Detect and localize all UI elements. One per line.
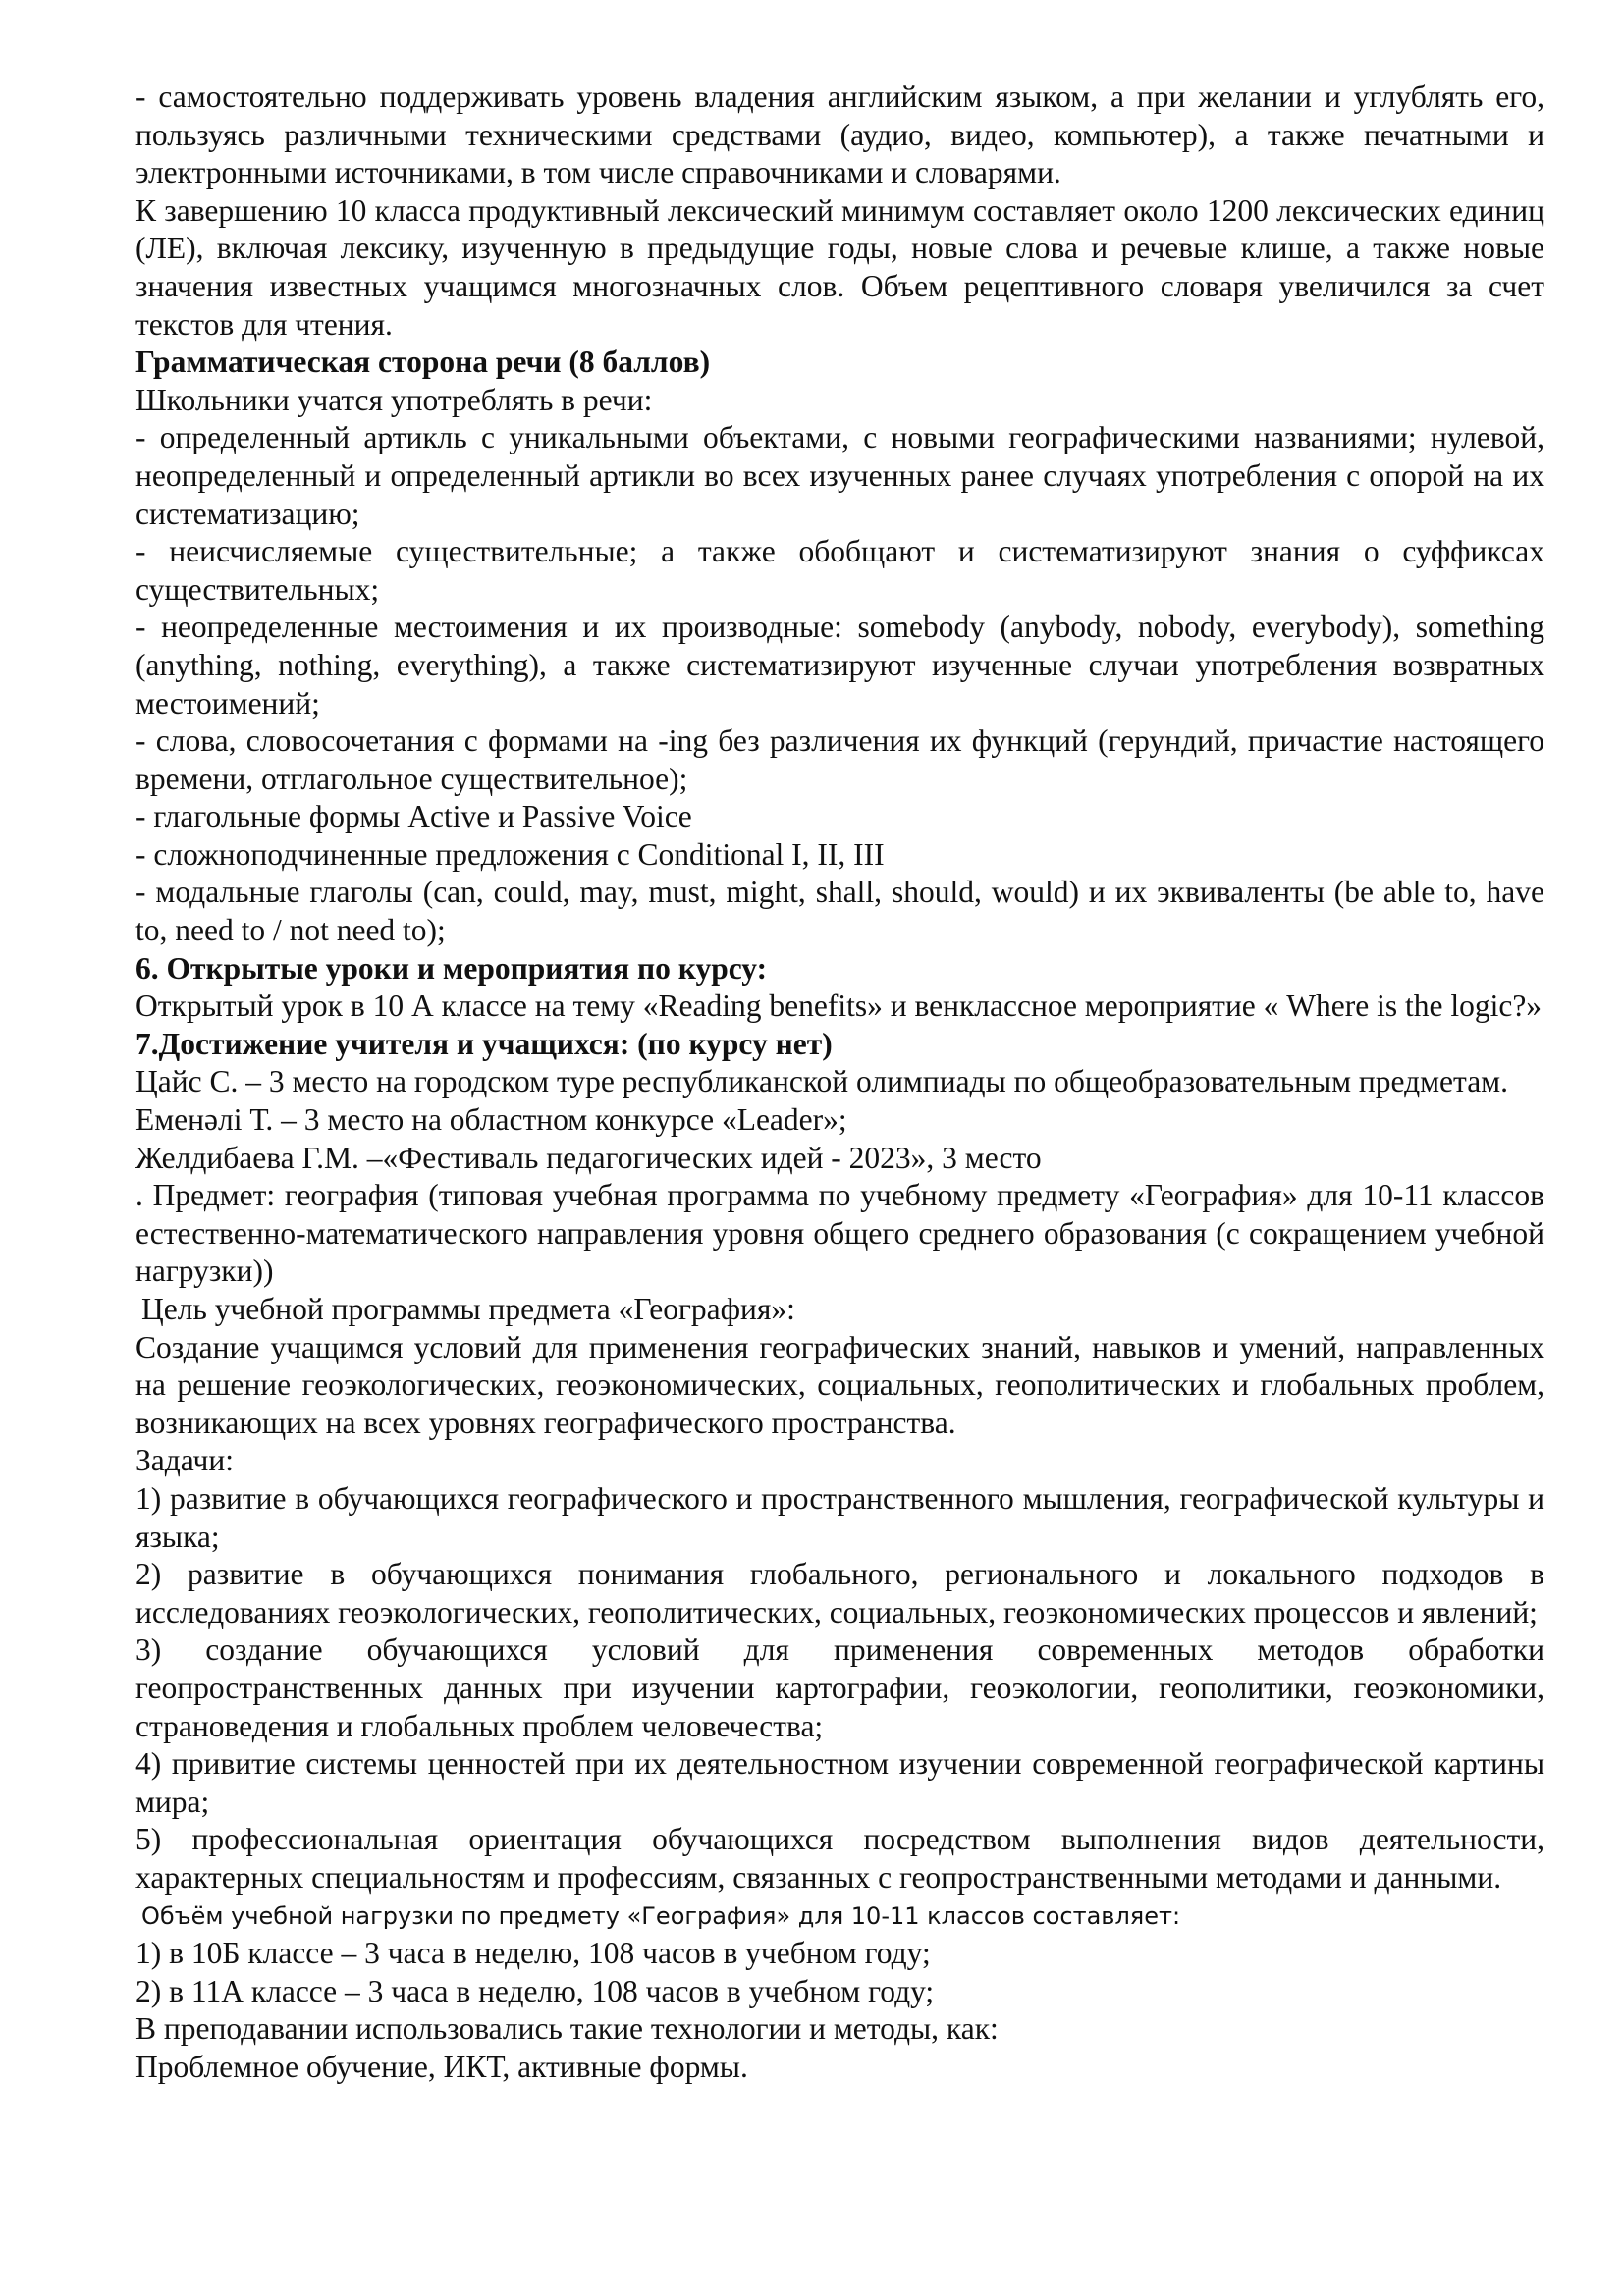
task-item-3: 3) создание обучающихся условий для применения современных методов обработки геопространственных данных при изучении картографии, геоэкологии, геополитики, геоэкономики, страноведения и глобальных проблем человечества; [135, 1632, 1544, 1743]
paragraph-tasks-label: Задачи: [135, 1443, 234, 1478]
paragraph-lexical-minimum: К завершению 10 класса продуктивный лексический минимум составляет около 1200 лексических единиц (ЛЕ), включая лексику, изученную в предыдущие годы, новые слова и речевые клише, а также новые значения известных учащимся многозначных слов. Объем рецептивного словаря увеличился за счет текстов для чтения. [135, 192, 1544, 342]
achievement-item: Цайс С. – 3 место на городском туре республиканской олимпиады по общеобразовательным предметам. [135, 1064, 1508, 1099]
heading-grammar: Грамматическая сторона речи (8 баллов) [135, 345, 711, 380]
task-item-2: 2) развитие в обучающихся понимания глобального, регионального и локального подходов в исследованиях геоэкологических, геополитических, социальных, геоэкономических процессов и явлений; [135, 1557, 1544, 1629]
paragraph-methods: Проблемное обучение, ИКТ, активные формы. [135, 2049, 748, 2084]
paragraph-workload: Объём учебной нагрузки по предмету «География» для 10-11 классов составляет: [141, 1901, 1181, 1930]
achievement-item: Еменәлі Т. – 3 место на областном конкурсе «Leader»; [135, 1102, 847, 1138]
paragraph-program-goal-label: Цель учебной программы предмета «География»: [141, 1292, 795, 1326]
heading-open-lessons: 6. Открытые уроки и мероприятия по курсу: [135, 950, 768, 986]
paragraph-open-lesson: Открытый урок в 10 А классе на тему «Reading benefits» и венклассное мероприятие « Where is the logic?» [135, 988, 1543, 1024]
list-item-modal-verbs: - модальные глаголы (can, could, may, must, might, shall, should, would) и их эквиваленты (be able to, have to, need to / not need to); [135, 875, 1544, 948]
list-item-articles: - определенный артикль с уникальными объектами, с новыми географическими названиями; нулевой, неопределенный и определенный артикли во всех изученных ранее случаях употребления с опорой на их систематизацию; [135, 420, 1544, 531]
list-item-uncountable-nouns: - неисчисляемые существительные; а также обобщают и систематизируют знания о суффиксах существительных; [135, 534, 1544, 607]
list-item-conditionals: - сложноподчиненные предложения с Conditional I, II, III [135, 836, 885, 872]
list-item-voice: - глагольные формы Active и Passive Voice [135, 799, 692, 834]
list-item-pronouns: - неопределенные местоимения и их производные: somebody (anybody, nobody, everybody), something (anything, nothing, everything), а также систематизируют изученные случаи употребления возвратных местоимений; [135, 610, 1544, 721]
paragraph-self-study: - самостоятельно поддерживать уровень владения английским языком, а при желании и углублять его, пользуясь различными техническими средствами (аудио, видео, компьютер), а также печатными и электронными источниками, в том числе справочниками и словарями. [135, 80, 1544, 190]
task-item-4: 4) привитие системы ценностей при их деятельностном изучении современной географической картины мира; [135, 1746, 1544, 1819]
task-item-1: 1) развитие в обучающихся географического и пространственного мышления, географической культуры и языка; [135, 1480, 1544, 1554]
task-item-5: 5) профессиональная ориентация обучающихся посредством выполнения видов деятельности, характерных специальностям и профессиям, связанных с геопространственными методами и данными. [135, 1822, 1544, 1895]
workload-item-10b: 1) в 10Б классе – 3 часа в неделю, 108 часов в учебном году; [135, 1936, 931, 1971]
paragraph-program-goal: Создание учащимся условий для применения географических знаний, навыков и умений, направленных на решение геоэкологических, геоэкономических, социальных, геополитических и глобальных проблем, возникающих на всех уровнях географического пространства. [135, 1329, 1544, 1440]
document-page [135, 79, 1544, 2086]
paragraph-methods-intro: В преподавании использовались такие технологии и методы, как: [135, 2011, 999, 2047]
achievement-item: Желдибаева Г.М. –«Фестиваль педагогических идей - 2023», 3 место [135, 1140, 1042, 1175]
paragraph-grammar-intro: Школьники учатся употреблять в речи: [135, 382, 653, 417]
list-item-ing-forms: - слова, словосочетания с формами на -ing без различения их функций (герундий, причастие настоящего времени, отглагольное существительное); [135, 723, 1544, 796]
workload-item-11a: 2) в 11А классе – 3 часа в неделю, 108 часов в учебном году; [135, 1973, 935, 2008]
heading-achievements: 7.Достижение учителя и учащихся: (по курсу нет) [135, 1026, 833, 1061]
paragraph-geography-subject: . Предмет: география (типовая учебная программа по учебному предмету «География» для 10-11 классов естественно-математического направления уровня общего среднего образования (с сокращением учебной нагрузки)) [135, 1178, 1544, 1289]
